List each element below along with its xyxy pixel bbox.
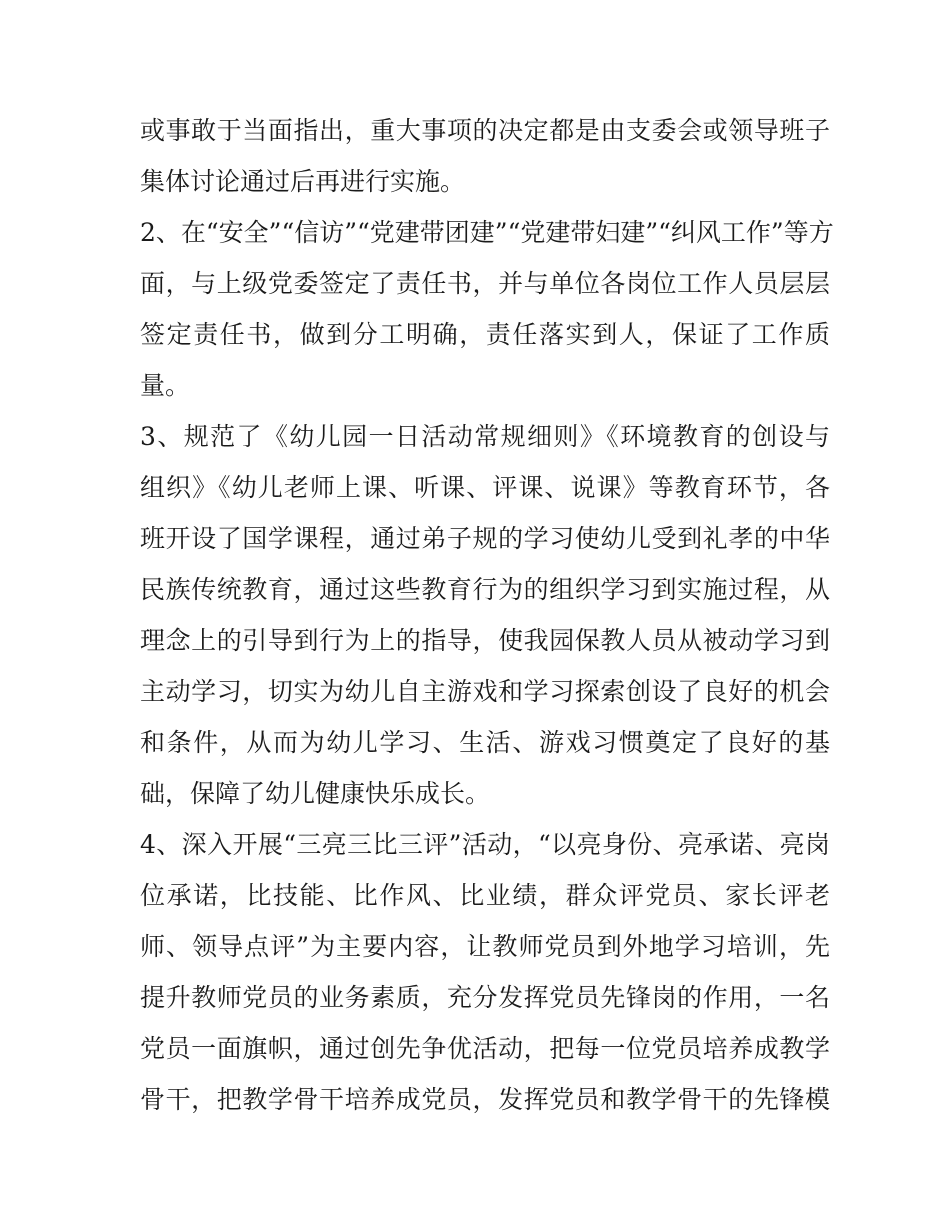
text-line: 师、领导点评”为主要内容，让教师党员到外地学习培训，先 [140, 932, 830, 961]
text-line: 民族传统教育，通过这些教育行为的组织学习到实施过程，从 [140, 575, 830, 604]
text-line: 提升教师党员的业务素质，充分发挥党员先锋岗的作用，一名 [140, 983, 830, 1012]
text-line: 4、深入开展“三亮三比三评”活动，“以亮身份、亮承诺、亮岗 [140, 830, 830, 859]
text-line: 础，保障了幼儿健康快乐成长。 [140, 779, 491, 808]
text-line: 或事敢于当面指出，重大事项的决定都是由支委会或领导班子 [140, 116, 830, 145]
text-line: 2、在“安全”“信访”“党建带团建”“党建带妇建”“纠风工作”等方 [140, 218, 834, 247]
text-line: 理念上的引导到行为上的指导，使我园保教人员从被动学习到 [140, 626, 830, 655]
text-line: 组织》《幼儿老师上课、听课、评课、说课》等教育环节，各 [140, 473, 830, 502]
text-line: 班开设了国学课程，通过弟子规的学习使幼儿受到礼孝的中华 [140, 524, 830, 553]
text-line: 签定责任书，做到分工明确，责任落实到人，保证了工作质 [140, 320, 830, 349]
text-line: 骨干，把教学骨干培养成党员，发挥党员和教学骨干的先锋模 [140, 1085, 830, 1114]
body-text [140, 105, 834, 1125]
text-line: 和条件，从而为幼儿学习、生活、游戏习惯奠定了良好的基 [140, 728, 830, 757]
text-line: 位承诺，比技能、比作风、比业绩，群众评党员、家长评老 [140, 881, 830, 910]
text-line: 量。 [140, 371, 191, 400]
text-line: 主动学习，切实为幼儿自主游戏和学习探索创设了良好的机会 [140, 677, 830, 706]
text-line: 面，与上级党委签定了责任书，并与单位各岗位工作人员层层 [140, 269, 830, 298]
text-line: 党员一面旗帜，通过创先争优活动，把每一位党员培养成教学 [140, 1034, 830, 1063]
text-line: 3、规范了《幼儿园一日活动常规细则》《环境教育的创设与 [140, 422, 830, 451]
text-line: 集体讨论通过后再进行实施。 [140, 167, 466, 196]
